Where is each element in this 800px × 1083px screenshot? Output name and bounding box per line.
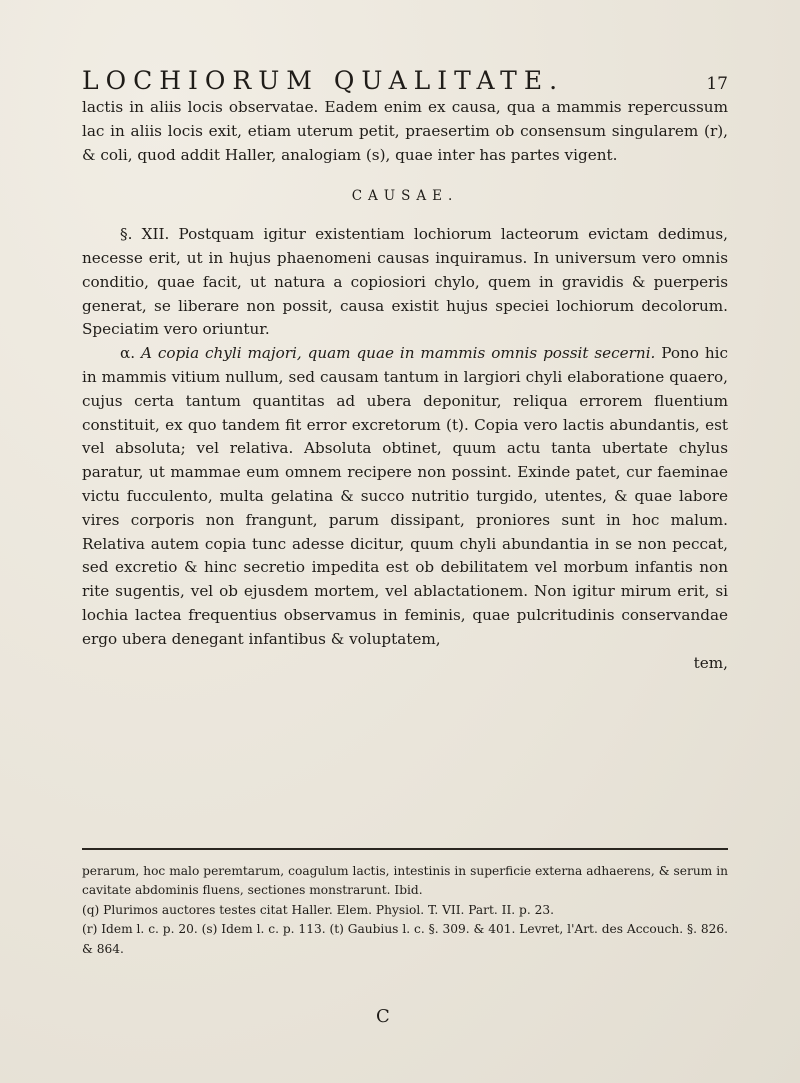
paragraph-alpha-marker: α.: [120, 344, 136, 363]
signature-mark: C: [376, 1006, 390, 1027]
catchword: tem,: [693, 653, 728, 672]
footnote-q: (q) Plurimos auctores testes citat Haller. Elem. Physiol. T. VII. Part. II. p. 23.: [82, 902, 554, 917]
running-title: LOCHIORUM QUALITATE.: [82, 66, 565, 95]
paragraph-alpha-text: Pono hic in mammis vitium nullum, sed causam tantum in largiori chyli elaboratione quaero, cujus certa tantum quantitas ad ubera deponitur, reliqua errorem fluentium constituit, ex quo tandem fit error excretorum (t). Copia vero lactis abundantis, est vel absoluta; vel relativa. Absoluta obtinet, quum actu tanta ubertate chylus paratur, ut mammae eum omnem recipere non possint. Exinde patet, cur faeminae victu fucculento, multa gelatina & succo nutritio turgido, utentes, & quae labore vires corporis non frangunt, parum dissipant, proniores sunt in hoc malum. Relativa autem copia tunc adesse dicitur, quum chyli abundantia in se non peccat, sed excretio & hinc secretio impedita est ob debilitatem vel morbum infantis non rite sugentis, vel ob ejusdem mortem, vel ablactationem. Non igitur mirum erit, si lochia lactea frequentius observamus in feminis, quae pulcritudinis conservandae ergo ubera denegant infantibus & voluptatem,: [82, 344, 728, 648]
footnote-r-s-t: (r) Idem l. c. p. 20. (s) Idem l. c. p. 113. (t) Gaubius l. c. §. 309. & 401. Levret, l'Art. des Accouch. §. 826. & 864.: [82, 922, 728, 956]
paragraph-alpha: [82, 342, 728, 651]
running-head: [82, 66, 728, 95]
section-heading: CAUSAE.: [351, 188, 459, 205]
footnote-continuation: perarum, hoc malo peremtarum, coagulum lactis, intestinis in superficie externa adhaerens, & serum in cavitate abdominis fluens, sectiones monstrarunt. Ibid.: [82, 864, 728, 898]
paragraph-alpha-lead: A copia chyli majori, quam quae in mammis omnis possit secerni.: [140, 344, 656, 363]
paragraph-continuation: lactis in aliis locis observatae. Eadem enim ex causa, qua a mammis repercussum lac in aliis locis exit, etiam uterum petit, praesertim ob consensum singularem (r), & coli, quod addit Haller, analogiam (s), quae inter has partes vigent.: [82, 98, 728, 164]
body-text: [82, 96, 728, 675]
paragraph-section-xii: §. XII. Postquam igitur existentiam lochiorum lacteorum evictam dedimus, necesse erit, ut in hujus phaenomeni causas inquiramus. In universum vero omnis conditio, quae facit, ut natura a copiosiori chylo, quem in gravidis & puerperis generat, se liberare non possit, causa existit hujus speciei lochiorum decolorum. Speciatim vero oriuntur.: [82, 225, 728, 339]
page-number: 17: [706, 74, 728, 94]
footnote-rule: [82, 848, 728, 850]
footnotes: [82, 862, 728, 959]
